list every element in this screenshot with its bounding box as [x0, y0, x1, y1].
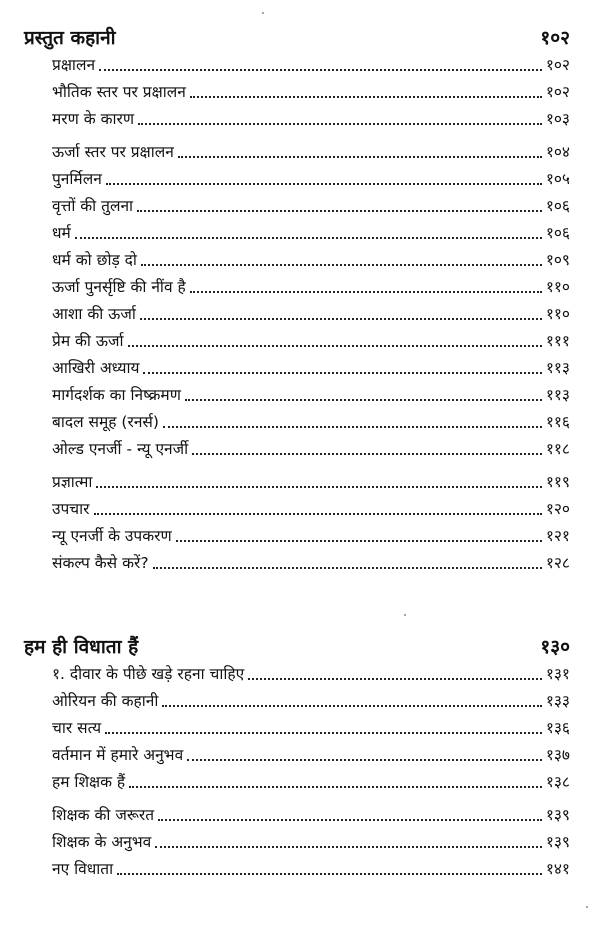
entry-title: बादल समूह (रनर्स)	[52, 413, 159, 431]
entry-title: ऊर्जा स्तर पर प्रक्षालन	[52, 143, 174, 161]
dot-leader	[190, 291, 542, 293]
entry-page-number: १३६	[545, 719, 570, 737]
toc-entry	[52, 659, 570, 686]
dot-leader	[163, 426, 542, 428]
entry-page-number: १०२	[545, 83, 570, 101]
dot-leader	[99, 69, 542, 71]
entry-page-number: १०६	[545, 224, 570, 242]
toc-entry	[52, 353, 570, 380]
entry-page-number: १२१	[545, 527, 570, 545]
entry-page-number: १०५	[545, 170, 570, 188]
toc-entry	[52, 164, 570, 191]
entry-page-number: १३७	[545, 746, 570, 764]
paper-speck	[586, 906, 588, 908]
entry-title: ऊर्जा पुनर्सृष्टि की नींव है	[52, 278, 186, 296]
toc-entry	[52, 137, 570, 164]
dot-leader	[178, 156, 542, 158]
entry-title: प्रेम की ऊर्जा	[52, 332, 124, 350]
entry-page-number: ११८	[545, 440, 570, 458]
dot-leader	[106, 183, 542, 185]
entry-page-number: १०२	[545, 56, 570, 74]
entry-title: पुनर्मिलन	[52, 170, 102, 188]
toc-entry	[52, 50, 570, 77]
entry-page-number: ११९	[545, 473, 570, 491]
toc-entry	[52, 104, 570, 131]
dot-leader	[140, 318, 542, 320]
entry-page-number: ११०	[545, 278, 570, 296]
toc-entry	[52, 686, 570, 713]
toc-entry	[52, 245, 570, 272]
entry-page-number: १३९	[545, 806, 570, 824]
entry-title: ओरियन की कहानी	[52, 692, 159, 710]
entry-title: आखिरी अध्याय	[52, 359, 140, 377]
dot-leader	[96, 486, 541, 488]
dot-leader	[129, 786, 542, 788]
entry-title: हम शिक्षक हैं	[52, 773, 126, 791]
toc-entry	[52, 380, 570, 407]
toc-entry	[52, 77, 570, 104]
entry-title: शिक्षक की जरूरत	[52, 806, 155, 824]
dot-leader	[105, 732, 542, 734]
entry-title: धर्म	[52, 224, 71, 242]
entry-page-number: ११०	[545, 305, 570, 323]
toc-section-1	[0, 18, 600, 575]
section-title: हम ही विधाता हैं	[24, 636, 139, 658]
entry-title: वर्तमान में हमारे अनुभव	[52, 746, 184, 764]
entry-page-number: १०३	[545, 110, 570, 128]
toc-entry	[52, 467, 570, 494]
dot-leader	[192, 453, 542, 455]
entry-page-number: १३३	[545, 692, 570, 710]
entry-page-number: १३१	[545, 665, 570, 683]
entry-page-number: १०६	[545, 197, 570, 215]
entry-title: धर्म को छोड़ दो	[52, 251, 137, 269]
toc-entry	[52, 854, 570, 881]
paper-speck	[404, 614, 406, 616]
section-heading	[0, 18, 600, 50]
toc-entry	[52, 740, 570, 767]
entry-title: उपचार	[52, 500, 90, 518]
entry-title: वृत्तों की तुलना	[52, 197, 134, 215]
section-page-number: १०२	[540, 27, 570, 49]
dot-leader	[143, 372, 541, 374]
toc-entry	[52, 494, 570, 521]
toc-section-2	[0, 627, 600, 881]
entry-page-number: ११३	[545, 359, 570, 377]
section-heading	[0, 627, 600, 659]
entry-title: प्रज्ञात्मा	[52, 473, 93, 491]
entry-title: न्यू एनर्जी के उपकरण	[52, 527, 172, 545]
dot-leader	[153, 567, 542, 569]
toc-entry	[52, 434, 570, 461]
toc-entry	[52, 299, 570, 326]
dot-leader	[94, 513, 542, 515]
section-title: प्रस्तुत कहानी	[24, 27, 116, 49]
dot-leader	[141, 264, 542, 266]
entry-page-number: १३९	[545, 833, 570, 851]
toc-entry	[52, 767, 570, 794]
entry-title: चार सत्य	[52, 719, 102, 737]
toc-entry	[52, 218, 570, 245]
entry-title: मार्गदर्शक का निष्क्रमण	[52, 386, 181, 404]
entry-page-number: १२०	[545, 500, 570, 518]
dot-leader	[117, 873, 542, 875]
entry-page-number: ११३	[545, 386, 570, 404]
entry-title: भौतिक स्तर पर प्रक्षालन	[52, 83, 186, 101]
dot-leader	[187, 759, 542, 761]
toc-entry	[52, 521, 570, 548]
dot-leader	[176, 540, 542, 542]
entry-title: १. दीवार के पीछे खड़े रहना चाहिए	[52, 665, 245, 683]
entry-page-number: १३८	[545, 773, 570, 791]
entry-page-number: १०४	[545, 143, 570, 161]
dot-leader	[128, 345, 542, 347]
dot-leader	[158, 819, 542, 821]
entry-page-number: १२८	[545, 554, 570, 572]
toc-entry	[52, 800, 570, 827]
entry-title: संकल्प कैसे करें?	[52, 554, 149, 572]
paper-speck	[262, 12, 264, 14]
dot-leader	[162, 705, 541, 707]
dot-leader	[138, 123, 542, 125]
toc-entry	[52, 326, 570, 353]
entry-page-number: ११६	[545, 413, 570, 431]
dot-leader	[137, 210, 542, 212]
entry-title: मरण के कारण	[52, 110, 135, 128]
entry-title: ओल्ड एनर्जी - न्यू एनर्जी	[52, 440, 189, 458]
entry-page-number: १०९	[545, 251, 570, 269]
entry-title: नए विधाता	[52, 860, 114, 878]
dot-leader	[155, 846, 542, 848]
entry-title: शिक्षक के अनुभव	[52, 833, 152, 851]
entry-page-number: १११	[545, 332, 570, 350]
dot-leader	[75, 237, 542, 239]
entry-title: प्रक्षालन	[52, 56, 96, 74]
entry-page-number: १४१	[545, 860, 570, 878]
toc-entry	[52, 548, 570, 575]
toc-entry	[52, 191, 570, 218]
toc-entry	[52, 827, 570, 854]
toc-entry	[52, 713, 570, 740]
dot-leader	[248, 678, 542, 680]
toc-entry	[52, 407, 570, 434]
toc-entry	[52, 272, 570, 299]
entry-title: आशा की ऊर्जा	[52, 305, 136, 323]
section-page-number: १३०	[540, 636, 570, 658]
dot-leader	[185, 399, 542, 401]
dot-leader	[190, 96, 542, 98]
